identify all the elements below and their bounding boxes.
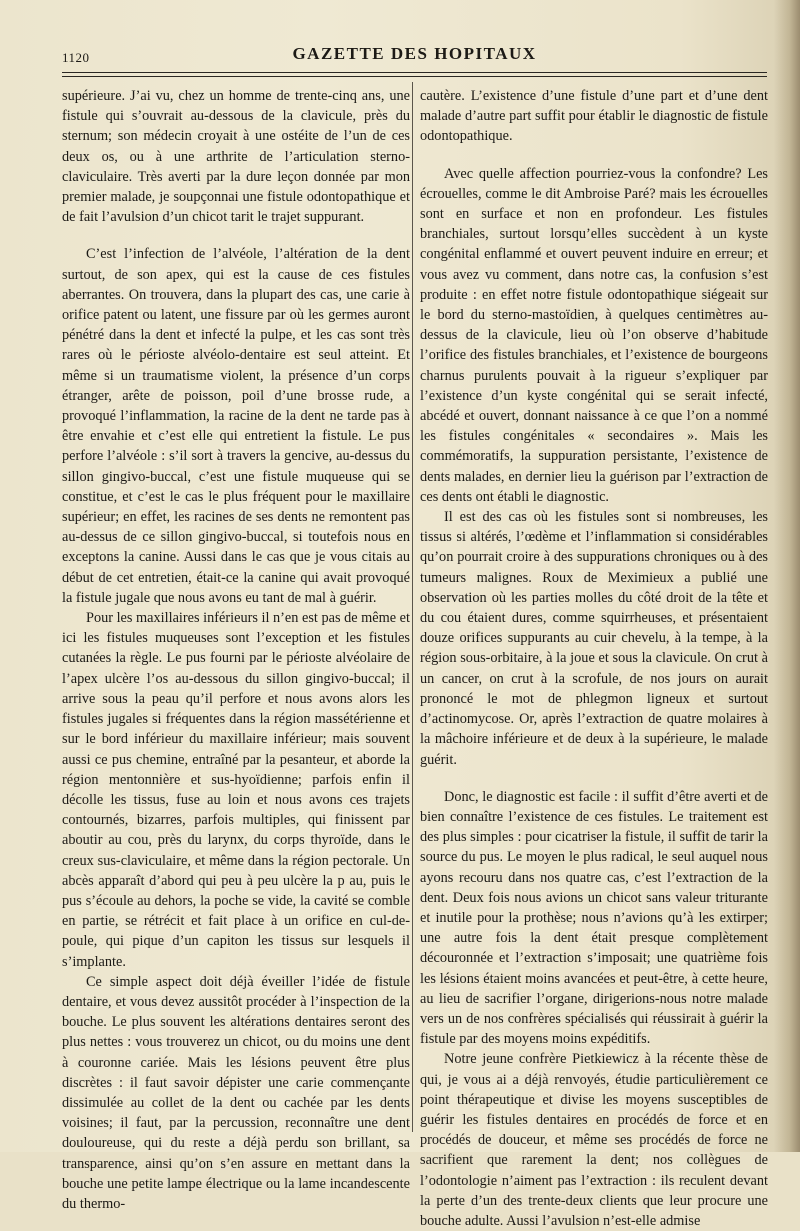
page-spine-shadow xyxy=(774,0,800,1152)
right-column xyxy=(420,86,768,1231)
right-paragraph-4: Donc, le diagnostic est facile : il suffit d’être averti et de bien connaître l’existence de ces fistules. Le traitement est des plus simples : pour cicatriser la fistule, il suffit de tarir la source du pus. Le moyen le plus radical, le seul auquel nous ayons recouru dans nos quatre cas, c’est l’extraction de la dent. Deux fois nous avions un chicot sans valeur triturante et inutile pour la prothèse; nous n’avions qu’à les extirper; une autre fois la dent était presque complètement découronnée et l’extraction s’imposait; une quatrième fois les lésions étaient moins avancées et peut-être, à cette heure, au lieu de sacrifier l’organe, dirigerions-nous notre malade vers un de nos confrères spécialisés qui réussirait à guérir la fistule par des moyens moins expéditifs. xyxy=(420,788,768,1048)
left-paragraph-4: Ce simple aspect doit déjà éveiller l’idée de fistule dentaire, et vous devez aussitôt procéder à l’inspection de la bouche. Le plus souvent les altérations dentaires seront des plus nettes : vous trouverez un chicot, ou du moins une dent à couronne cariée. Mais les lésions peuvent être plus discrètes : il faut savoir dépister une carie commençante dissimulée au collet de la dent ou cachée par les dents voisines; il faut, par la percussion, reconnaître une dent douloureuse, qui du reste a déjà perdu son brillant, sa transparence, ainsi qu’on s’en assure en mettant dans la bouche une petite lampe électrique ou la lame incandescente du thermo- xyxy=(62,973,410,1212)
right-paragraph-1: cautère. L’existence d’une fistule d’une part et d’une dent malade d’autre part suffit pour établir le diagnostic de fistule odontopathique. xyxy=(420,88,768,145)
left-paragraph-1: supérieure. J’ai vu, chez un homme de trente-cinq ans, une fistule qui s’ouvrait au-dessous de la clavicule, près du sternum; son médecin croyait à une ostéite de l’un de ces deux os, ou à une arthrite de l’articulation sterno-claviculaire. Très averti par la dure leçon donnée par mon premier malade, je soupçonnai une fistule odontopathique et de fait l’avulsion d’un chicot tarit le trajet suppurant. xyxy=(62,88,410,226)
left-paragraph-3: Pour les maxillaires inférieurs il n’en est pas de même et ici les fistules muqueuses sont l’exception et les fistules cutanées la règle. Le pus fourni par le périoste alvéolaire de l’apex ulcère l’os au-dessous du sillon gingivo-buccal; il arrive sous la peau qu’il perfore et nous avons alors les fistules jugales si fréquentes dans la région massétérienne et sur le bord inférieur du maxillaire inférieur; mais souvent aussi ce pus chemine, entraîné par la pesanteur, et aborde la région mentonnière et sus-hyoïdienne; parfois enfin il décolle les tissus, fuse au loin et nous avons ces trajets contournés, bizarres, parfois multiples, qui finissent par aboutir au cou, près du larynx, du corps thyroïde, dans le creux sus-claviculaire, et même dans la région pectorale. Un abcès apparaît d’abord qui peu à peu ulcère la p au, puis le pus s’écoule au dehors, la poche se vide, la cavité se comble en partie, se rétrécit et fait place à un orifice en cul-de-poule, qui pique d’un capiton les tissus sur lesquels il s’implante. xyxy=(62,610,410,970)
right-paragraph-2: Avec quelle affection pourriez-vous la confondre? Les écrouelles, comme le dit Ambroise Paré? mais les écrouelles sont en surface et non en profondeur. Les fistules branchiales, surtout lorsqu’elles succèdent à un kyste congénital enflammé et ouvert peuvent induire en erreur; et vous avez vu comment, dans notre cas, la confusion s’est produite : en effet notre fistule odontopathique siégeait sur le bord du sterno-mastoïdien, à quelques centimètres au-dessus de la clavicule, lieu où l’on observe d’habitude l’orifice des fistules branchiales, et l’existence de bourgeons charnus purulents pouvait à la rigueur s’expliquer par l’existence d’un kyste congénital qui se serait infecté, abcédé et ouvert, donnant naissance à ce que l’on a nommé les fistules congénitales « secondaires ». Mais les commémoratifs, la suppuration persistante, l’existence de dents malades, en dernier lieu la guérison par l’extraction de ces dents ont établi le diagnostic. xyxy=(420,165,768,505)
right-paragraph-3: Il est des cas où les fistules sont si nombreuses, les tissus si altérés, l’œdème et l’inflammation si considérables qu’on pourrait croire à des suppurations chroniques ou à des tumeurs malignes. Roux de Meximieux a publié une observation où les parties molles du côté droit de la tête et du cou étaient dures, comme squirrheuses, et présentaient douze orifices suppurants au cuir chevelu, à la tempe, à la région sous-orbitaire, à la joue et sous la clavicule. On crut à un cancer, on crut à la scrofule, de nos jours on aurait prononcé le mot de phlegmon ligneux et surtout d’actinomycose. Or, après l’extraction de quatre molaires à la mâchoire inférieure et de deux à la supérieure, le malade guérit. xyxy=(420,509,768,768)
header-rule-top xyxy=(62,72,767,73)
page-number: 1120 xyxy=(62,50,90,65)
header-rule-bottom xyxy=(62,76,767,77)
column-divider xyxy=(412,82,413,1132)
left-column xyxy=(62,86,410,1214)
page-header xyxy=(62,44,767,68)
left-paragraph-2: C’est l’infection de l’alvéole, l’altération de la dent surtout, de son apex, qui est la cause de ces fistules aberrantes. On trouvera, dans la plupart des cas, une carie à orifice patent ou latent, une fissure par où les germes auront pénétré dans la dent et infecté la pulpe, et les cas sont très rares où le périoste alvéolo-dentaire est seul atteint. Et même si un traumatisme violent, la présence d’un corps étranger, arête de poisson, poil d’une brosse rude, a provoqué l’inflammation, la racine de la dent ne tarde pas à être envahie et c’est elle qui entretient la fistule. Le pus perfore l’alvéole : s’il sort à travers la gencive, au-dessus du sillon gingivo-buccal, c’est une fistule muqueuse qui se constitue, et c’est le cas le plus fréquent pour le maxillaire supérieur; en effet, les racines de ses dents ne remontent pas au-dessus de ce sillon gingivo-buccal, si toutefois nous en exceptons la canine. Aussi dans le cas que je vous citais au début de cet entretien, était-ce la canine qui avait provoqué la fistule jugale que nous avons eu tant de mal à guérir. xyxy=(62,246,410,606)
journal-title: GAZETTE DES HOPITAUX xyxy=(292,44,537,63)
right-paragraph-5: Notre jeune confrère Pietkiewicz à la récente thèse de qui, je vous ai a déjà renvoyés, étudie particulièrement ce point thérapeutique et divise les moyens susceptibles de guérir les fistules dentaires en procédés de force et en procédés de douceur, et même ses procédés de force ne sacrifient que rarement la dent; nos collègues de l’odontologie n’aiment pas l’extraction : ils reculent devant la perte d’un des trente-deux clients que leur procure une bouche adulte. Aussi l’avulsion n’est-elle admise xyxy=(420,1051,768,1229)
